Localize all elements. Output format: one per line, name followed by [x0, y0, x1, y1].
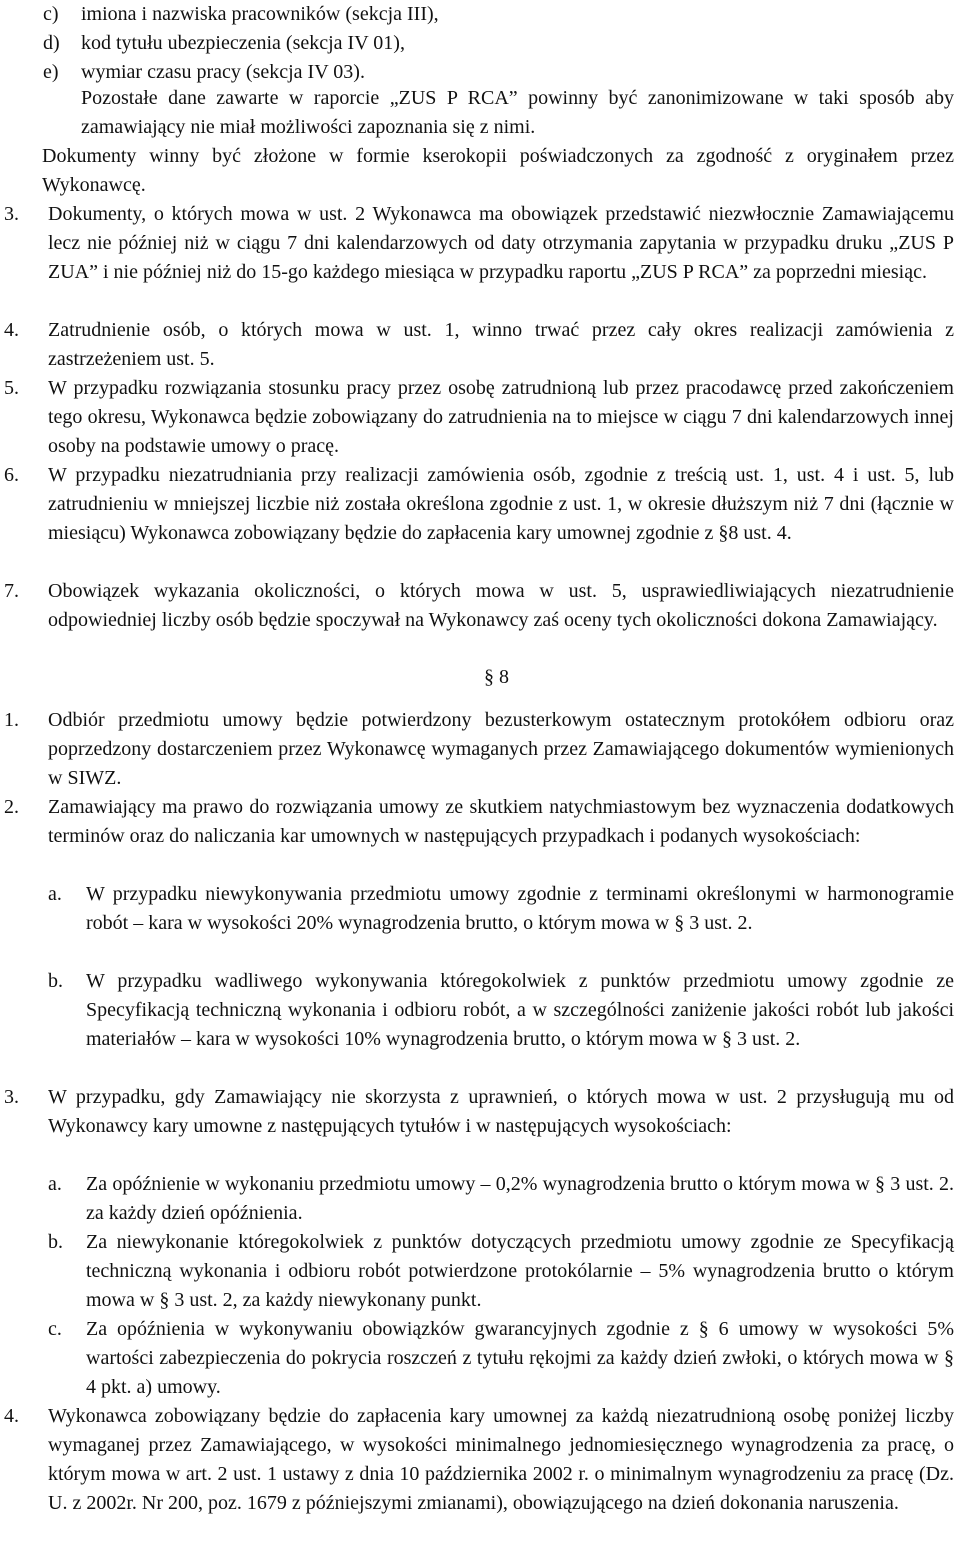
list-item-7-7 — [0, 577, 960, 664]
item-text: W przypadku niewykonywania przedmiotu umowy zgodnie z terminami określonymi w harmonogramie robót – kara w wysokości 20% wynagrodzenia brutto, o którym mowa w § 3 ust. 2. — [86, 883, 954, 934]
list-item-7-3 — [0, 200, 960, 316]
list-item-7-6 — [0, 461, 960, 577]
list-item-c — [0, 0, 960, 29]
item-label: d) — [43, 32, 60, 54]
item-text: Odbiór przedmiotu umowy będzie potwierdzony bezusterkowym ostatecznym protokółem odbioru oraz poprzedzony dostarczeniem przez Wykonawcę wymaganych przez Zamawiającego dokumentów wymienionych w SIWZ. — [48, 709, 954, 789]
item-label: c) — [43, 3, 59, 25]
list-item-8-2 — [0, 793, 960, 880]
list-item-7-5 — [0, 374, 960, 461]
item-text: Zatrudnienie osób, o których mowa w ust. 1, winno trwać przez cały okres realizacji zamówienia z zastrzeżeniem ust. 5. — [48, 319, 954, 370]
item-label: 6. — [4, 464, 19, 486]
item-text: kod tytułu ubezpieczenia (sekcja IV 01), — [81, 32, 405, 54]
item-label: 7. — [4, 580, 19, 602]
item-text: Obowiązek wykazania okoliczności, o których mowa w ust. 5, usprawiedliwiających niezatrudnienie odpowiedniej liczby osób będzie spoczywał na Wykonawcy zaś oceny tych okoliczności dokona Zamawiający. — [48, 580, 954, 631]
item-label: a. — [48, 1173, 62, 1195]
item-label: a. — [48, 883, 62, 905]
list-item-8-3a — [0, 1170, 960, 1228]
item-label: 3. — [4, 1086, 19, 1108]
item-text: Zamawiający ma prawo do rozwiązania umowy ze skutkiem natychmiastowym bez wyznaczenia dodatkowych terminów oraz do naliczania kar umownych w następujących przypadkach i podanych wysokościach: — [48, 796, 954, 847]
item-label: b. — [48, 970, 63, 992]
item-label: b. — [48, 1231, 63, 1253]
item-label: 4. — [4, 319, 19, 341]
item-label: 1. — [4, 709, 19, 731]
paragraph-text: Pozostałe dane zawarte w raporcie „ZUS P RCA” powinny być zanonimizowane w taki sposób aby zamawiający nie miał możliwości zapoznania się z nimi. — [81, 87, 954, 138]
list-item-8-4 — [0, 1402, 960, 1547]
item-label: 5. — [4, 377, 19, 399]
item-text: W przypadku, gdy Zamawiający nie skorzysta z uprawnień, o których mowa w ust. 2 przysługują mu od Wykonawcy kary umowne z następujących tytułów i w następujących wysokościach: — [48, 1086, 954, 1137]
item-text: Za opóźnienie w wykonaniu przedmiotu umowy – 0,2% wynagrodzenia brutto o którym mowa w § 3 ust. 2. za każdy dzień opóźnienia. — [86, 1173, 954, 1224]
item-text: imiona i nazwiska pracowników (sekcja III), — [81, 3, 439, 25]
item-text: Dokumenty, o których mowa w ust. 2 Wykonawca ma obowiązek przedstawić niezwłocznie Zamawiającemu lecz nie później niż w ciągu 7 dni kalendarzowych od daty otrzymania zapytania w przypadku druku „ZUS P ZUA” i nie później niż do 15-go każdego miesiąca w przypadku raportu „ZUS P RCA” za poprzedni miesiąc. — [48, 203, 954, 283]
item-text: wymiar czasu pracy (sekcja IV 03). — [81, 61, 365, 83]
section-heading: § 8 — [484, 666, 509, 688]
list-item-d — [0, 29, 960, 58]
list-item-8-1 — [0, 706, 960, 793]
paragraph-text: Dokumenty winny być złożone w formie kserokopii poświadczonych za zgodność z oryginałem przez Wykonawcę. — [42, 145, 954, 196]
list-item-8-3 — [0, 1083, 960, 1170]
paragraph-documents — [0, 142, 960, 200]
list-item-7-4 — [0, 316, 960, 374]
item-text: W przypadku niezatrudniania przy realizacji zamówienia osób, zgodnie z treścią ust. 1, ust. 4 i ust. 5, lub zatrudnieniu w mniejszej liczbie niż została określona zgodnie z ust. 1, w okresie dłuższym niż 7 dni (łącznie w miesiącu) Wykonawca zobowiązany będzie do zapłacenia kary umownej zgodnie z §8 ust. 4. — [48, 464, 954, 544]
item-text: Za niewykonanie któregokolwiek z punktów dotyczących przedmiotu umowy zgodnie ze Specyfikacją techniczną wykonania i odbioru robót potwierdzone protokólarnie – 5% wynagrodzenia brutto o którym mowa w § 3 ust. 2, za każdy niewykonany punkt. — [86, 1231, 954, 1311]
list-item-8-3b — [0, 1228, 960, 1315]
list-item-8-3c — [0, 1315, 960, 1402]
item-label: c. — [48, 1318, 62, 1340]
item-text: W przypadku wadliwego wykonywania któregokolwiek z punktów przedmiotu umowy zgodnie ze Specyfikacją techniczną wykonania i odbioru robót, a w szczególności zaniżenie jakości robót lub jakości materiałów – kara w wysokości 10% wynagrodzenia brutto, o którym mowa w § 3 ust. 2. — [86, 970, 954, 1050]
list-item-8-2b — [0, 967, 960, 1083]
list-item-e — [0, 58, 960, 87]
item-label: 4. — [4, 1405, 19, 1427]
paragraph-remaining-data — [0, 84, 960, 142]
item-text: W przypadku rozwiązania stosunku pracy przez osobę zatrudnioną lub przez pracodawcę przed zakończeniem tego okresu, Wykonawca będzie zobowiązany do zatrudnienia na to miejsce w ciągu 7 dni kalendarzowych innej osoby na podstawie umowy o pracę. — [48, 377, 954, 457]
item-label: 2. — [4, 796, 19, 818]
item-text: Wykonawca zobowiązany będzie do zapłacenia kary umownej za każdą niezatrudnioną osobę poniżej liczby wymaganej przez Zamawiającego, w wysokości minimalnego jednomiesięcznego wynagrodzenia za pracę, o którym mowa w art. 2 ust. 1 ustawy z dnia 10 października 2002 r. o minimalnym wynagrodzeniu za pracę (Dz. U. z 2002r. Nr 200, poz. 1679 z późniejszymi zmianami), obowiązującego na dzień dokonania naruszenia. — [48, 1405, 954, 1514]
item-text: Za opóźnienia w wykonywaniu obowiązków gwarancyjnych zgodnie z § 6 umowy w wysokości 5% wartości zabezpieczenia do pokrycia roszczeń z tytułu rękojmi za każdy dzień zwłoki, o których mowa w § 4 pkt. a) umowy. — [86, 1318, 954, 1398]
item-label: 3. — [4, 203, 19, 225]
item-label: e) — [43, 61, 59, 83]
list-item-8-2a — [0, 880, 960, 967]
